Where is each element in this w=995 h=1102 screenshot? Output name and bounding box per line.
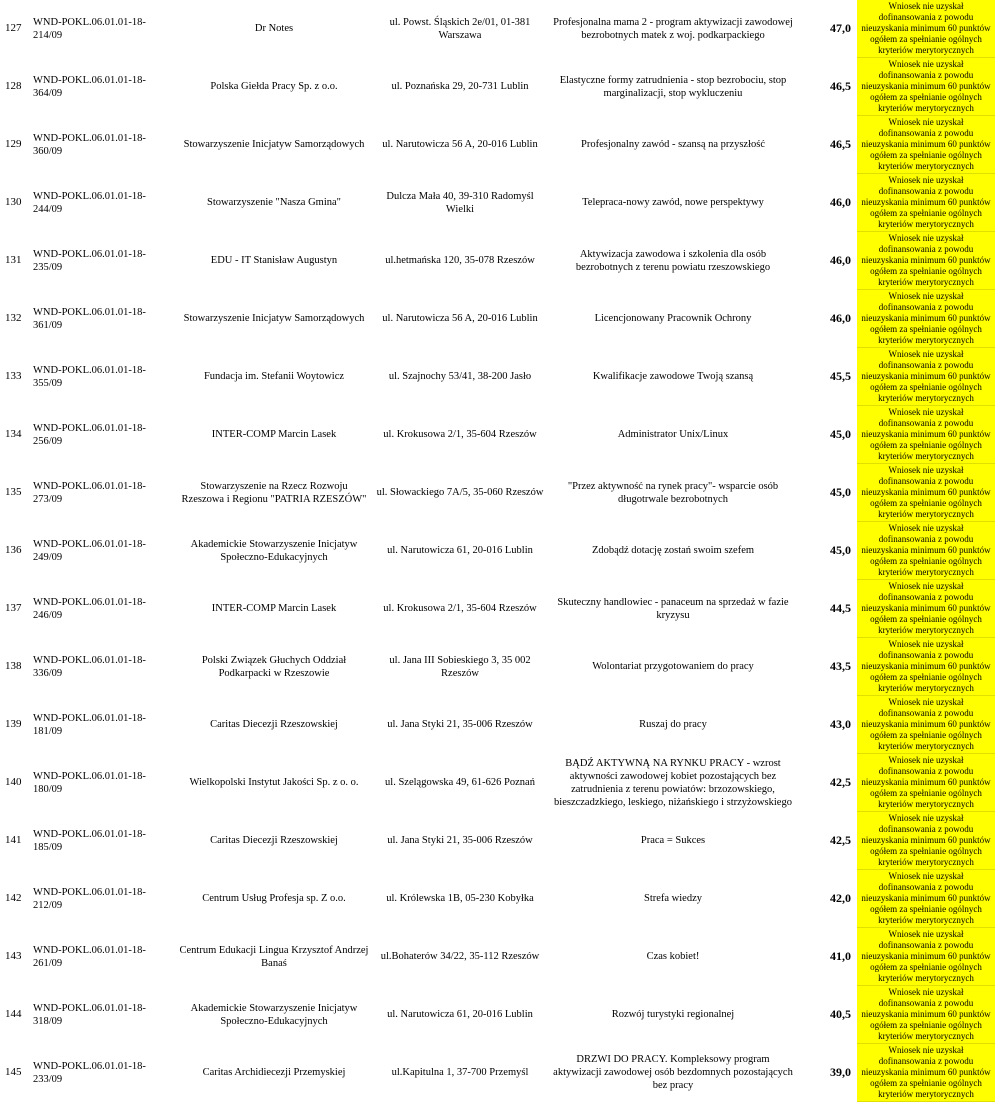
row-number: 131 [5,254,22,266]
rejection-note: Wniosek nie uzyskał dofinansowania z powodu nieuzyskania minimum 60 punktów ogółem za spełnianie ogólnych kryteriów merytorycznych [857,522,995,580]
project-title: Administrator Unix/Linux [617,429,729,440]
project-title: Skuteczny handlowiec - panaceum na sprzedaż w fazie kryzysu [557,596,789,621]
rejection-note: Wniosek nie uzyskał dofinansowania z powodu nieuzyskania minimum 60 punktów ogółem za spełnianie ogólnych kryteriów merytorycznych [857,928,995,986]
table-row [0,638,995,696]
organization-name: INTER-COMP Marcin Lasek [211,603,337,614]
table-row [0,174,995,232]
organization-address: ul.hetmańska 120, 35-078 Rzeszów [385,255,535,266]
organization-address: ul. Jana Styki 21, 35-006 Rzeszów [387,835,533,846]
project-title: Aktywizacja zawodowa i szkolenia dla osób bezrobotnych z terenu powiatu rzeszowskiego [575,248,771,273]
row-number: 142 [5,892,22,904]
organization-address: ul. Narutowicza 61, 20-016 Lublin [387,1009,533,1020]
project-title: BĄDŹ AKTYWNĄ NA RYNKU PRACY - wzrost aktywności zawodowej kobiet pozostających bez zatrudnienia z terenu powiatów: brzozowskiego, bieszczadzkiego, leskiego, niżańskiego i strzyżowskiego [554,757,792,808]
row-number: 140 [5,776,22,788]
score: 46,5 [830,137,851,151]
project-title: Strefa wiedzy [643,893,703,904]
organization-address: ul. Powst. Śląskich 2e/01, 01-381 Warszawa [389,16,531,41]
score: 46,0 [830,253,851,267]
rejection-note: Wniosek nie uzyskał dofinansowania z powodu nieuzyskania minimum 60 punktów ogółem za spełnianie ogólnych kryteriów merytorycznych [857,406,995,464]
organization-name: INTER-COMP Marcin Lasek [211,429,337,440]
project-title: Zdobądź dotację zostań swoim szefem [591,545,755,556]
rejection-note: Wniosek nie uzyskał dofinansowania z powodu nieuzyskania minimum 60 punktów ogółem za spełnianie ogólnych kryteriów merytorycznych [857,754,995,812]
organization-name: Stowarzyszenie Inicjatyw Samorządowych [183,139,365,150]
project-title: Wolontariat przygotowaniem do pracy [592,661,754,672]
table-row [0,0,995,58]
rejection-note: Wniosek nie uzyskał dofinansowania z powodu nieuzyskania minimum 60 punktów ogółem za spełnianie ogólnych kryteriów merytorycznych [857,696,995,754]
organization-name: Akademickie Stowarzyszenie Inicjatyw Społeczno-Edukacyjnych [190,538,358,563]
score: 47,0 [830,21,851,36]
application-id: WND-POKL.06.01.01-18-360/09 [33,132,146,157]
row-number: 137 [5,602,22,614]
application-id: WND-POKL.06.01.01-18-318/09 [33,1002,146,1027]
application-id: WND-POKL.06.01.01-18-246/09 [33,596,146,621]
project-title: Czas kobiet! [646,951,700,962]
organization-address: ul.Kapitulna 1, 37-700 Przemyśl [391,1067,529,1078]
organization-name: Centrum Usług Profesja sp. Z o.o. [202,893,346,904]
rejection-note: Wniosek nie uzyskał dofinansowania z powodu nieuzyskania minimum 60 punktów ogółem za spełnianie ogólnych kryteriów merytorycznych [857,464,995,522]
application-id: WND-POKL.06.01.01-18-273/09 [33,480,146,505]
rejection-note: Wniosek nie uzyskał dofinansowania z powodu nieuzyskania minimum 60 punktów ogółem za spełnianie ogólnych kryteriów merytorycznych [857,1044,995,1102]
table-row [0,290,995,348]
score: 43,0 [830,717,851,731]
application-id: WND-POKL.06.01.01-18-212/09 [33,886,146,911]
application-id: WND-POKL.06.01.01-18-235/09 [33,248,146,273]
organization-name: Polski Związek Głuchych Oddział Podkarpacki w Rzeszowie [201,654,347,679]
organization-address: ul. Szajnochy 53/41, 38-200 Jasło [388,371,532,382]
organization-name: Dr Notes [254,23,294,35]
row-number: 144 [5,1008,22,1020]
project-title: Elastyczne formy zatrudnienia - stop bezrobociu, stop marginalizacji, stop wykluczeniu [559,74,787,99]
rejection-note: Wniosek nie uzyskał dofinansowania z powodu nieuzyskania minimum 60 punktów ogółem za spełnianie ogólnych kryteriów merytorycznych [857,290,995,348]
row-number: 130 [5,196,22,208]
organization-name: EDU - IT Stanisław Augustyn [210,255,338,266]
application-id: WND-POKL.06.01.01-18-256/09 [33,422,146,447]
organization-address: ul. Słowackiego 7A/5, 35-060 Rzeszów [376,487,544,498]
organization-address: ul.Bohaterów 34/22, 35-112 Rzeszów [380,951,540,962]
project-title: Telepraca-nowy zawód, nowe perspektywy [582,197,764,208]
application-id: WND-POKL.06.01.01-18-214/09 [33,16,146,41]
table-row [0,928,995,986]
score: 46,0 [830,195,851,209]
table-row [0,348,995,406]
row-number: 136 [5,544,22,556]
row-number: 133 [5,370,22,382]
project-title: DRZWI DO PRACY. Kompleksowy program aktywizacji zawodowej osób bezdomnych pozostających bez pracy [553,1054,793,1091]
project-title: Ruszaj do pracy [639,719,707,730]
score: 40,5 [830,1007,851,1021]
project-title: Profesjonalna mama 2 - program aktywizacji zawodowej bezrobotnych matek z woj. podkarpackiego [553,16,793,41]
row-number: 128 [5,80,22,92]
organization-name: Fundacja im. Stefanii Woytowicz [203,371,345,382]
project-title: Rozwój turystyki regionalnej [611,1009,735,1020]
score: 46,0 [830,311,851,325]
organization-address: ul. Królewska 1B, 05-230 Kobyłka [386,893,534,904]
row-number: 132 [5,312,22,324]
application-id: WND-POKL.06.01.01-18-244/09 [33,190,146,215]
rejection-note: Wniosek nie uzyskał dofinansowania z powodu nieuzyskania minimum 60 punktów ogółem za spełnianie ogólnych kryteriów merytorycznych [857,232,995,290]
rejection-note: Wniosek nie uzyskał dofinansowania z powodu nieuzyskania minimum 60 punktów ogółem za spełnianie ogólnych kryteriów merytorycznych [857,174,995,232]
project-title: Kwalifikacje zawodowe Twoją szansą [592,371,754,382]
score: 45,0 [830,485,851,499]
table-row [0,754,995,812]
project-title: "Przez aktywność na rynek pracy"- wsparcie osób długotrwale bezrobotnych [567,480,779,505]
organization-address: ul. Krokusowa 2/1, 35-604 Rzeszów [383,429,537,440]
row-number: 143 [5,950,22,962]
organization-name: Caritas Diecezji Rzeszowskiej [210,835,338,846]
rejection-note: Wniosek nie uzyskał dofinansowania z powodu nieuzyskania minimum 60 punktów ogółem za spełnianie ogólnych kryteriów merytorycznych [857,580,995,638]
rejection-note: Wniosek nie uzyskał dofinansowania z powodu nieuzyskania minimum 60 punktów ogółem za spełnianie ogólnych kryteriów merytorycznych [857,348,995,406]
organization-name: Polska Giełda Pracy Sp. z o.o. [210,81,338,92]
organization-address: ul. Narutowicza 56 A, 20-016 Lublin [382,313,538,324]
organization-address: ul. Szelągowska 49, 61-626 Poznań [385,777,535,788]
row-number: 134 [5,428,22,440]
application-id: WND-POKL.06.01.01-18-261/09 [33,944,146,969]
rejection-note: Wniosek nie uzyskał dofinansowania z powodu nieuzyskania minimum 60 punktów ogółem za spełnianie ogólnych kryteriów merytorycznych [857,986,995,1044]
score: 44,5 [830,601,851,615]
organization-address: ul. Narutowicza 61, 20-016 Lublin [387,545,533,556]
application-id: WND-POKL.06.01.01-18-233/09 [33,1060,146,1085]
organization-address: Dulcza Mała 40, 39-310 Radomyśl Wielki [386,190,534,215]
project-title: Profesjonalny zawód - szansą na przyszłość [581,139,765,150]
organization-address: ul. Narutowicza 56 A, 20-016 Lublin [382,139,538,150]
score: 42,0 [830,891,851,905]
score: 41,0 [830,949,851,963]
row-number: 138 [5,660,22,672]
organization-address: ul. Poznańska 29, 20-731 Lublin [391,81,529,92]
application-id: WND-POKL.06.01.01-18-185/09 [33,828,146,853]
application-id: WND-POKL.06.01.01-18-180/09 [33,770,146,795]
score: 42,5 [830,775,851,789]
table-row [0,986,995,1044]
organization-name: Centrum Edukacji Lingua Krzysztof Andrzej Banaś [179,944,369,969]
application-id: WND-POKL.06.01.01-18-181/09 [33,712,146,737]
rejection-note: Wniosek nie uzyskał dofinansowania z powodu nieuzyskania minimum 60 punktów ogółem za spełnianie ogólnych kryteriów merytorycznych [857,116,995,174]
application-id: WND-POKL.06.01.01-18-336/09 [33,654,146,679]
rejection-note: Wniosek nie uzyskał dofinansowania z powodu nieuzyskania minimum 60 punktów ogółem za spełnianie ogólnych kryteriów merytorycznych [857,0,995,58]
project-title: Praca = Sukces [640,835,706,846]
organization-name: Caritas Archidiecezji Przemyskiej [202,1067,346,1078]
organization-name: Akademickie Stowarzyszenie Inicjatyw Społeczno-Edukacyjnych [190,1002,358,1027]
organization-name: Wielkopolski Instytut Jakości Sp. z o. o. [189,777,359,788]
table-row [0,580,995,638]
application-id: WND-POKL.06.01.01-18-361/09 [33,306,146,331]
rejection-note: Wniosek nie uzyskał dofinansowania z powodu nieuzyskania minimum 60 punktów ogółem za spełnianie ogólnych kryteriów merytorycznych [857,812,995,870]
organization-name: Stowarzyszenie "Nasza Gmina" [207,197,341,208]
table-row [0,58,995,116]
organization-address: ul. Krokusowa 2/1, 35-604 Rzeszów [383,603,537,614]
organization-address: ul. Jana Styki 21, 35-006 Rzeszów [387,719,533,730]
rejection-note: Wniosek nie uzyskał dofinansowania z powodu nieuzyskania minimum 60 punktów ogółem za spełnianie ogólnych kryteriów merytorycznych [857,870,995,928]
table-row [0,696,995,754]
row-number: 127 [5,22,22,35]
table-row [0,870,995,928]
score: 46,5 [830,79,851,93]
table-row [0,1044,995,1102]
score: 43,5 [830,659,851,673]
row-number: 141 [5,834,22,846]
row-number: 139 [5,718,22,730]
organization-address: ul. Jana III Sobieskiego 3, 35 002 Rzeszów [389,654,531,679]
project-title: Licencjonowany Pracownik Ochrony [594,313,752,324]
table-row [0,232,995,290]
application-id: WND-POKL.06.01.01-18-249/09 [33,538,146,563]
row-number: 135 [5,486,22,498]
row-number: 145 [5,1066,22,1078]
table-row [0,116,995,174]
row-number: 129 [5,138,22,150]
application-id: WND-POKL.06.01.01-18-355/09 [33,364,146,389]
table-row [0,522,995,580]
rejection-note: Wniosek nie uzyskał dofinansowania z powodu nieuzyskania minimum 60 punktów ogółem za spełnianie ogólnych kryteriów merytorycznych [857,58,995,116]
score: 45,5 [830,369,851,383]
score: 39,0 [830,1065,851,1079]
organization-name: Caritas Diecezji Rzeszowskiej [210,719,338,730]
rejection-note: Wniosek nie uzyskał dofinansowania z powodu nieuzyskania minimum 60 punktów ogółem za spełnianie ogólnych kryteriów merytorycznych [857,638,995,696]
table-row [0,406,995,464]
application-id: WND-POKL.06.01.01-18-364/09 [33,74,146,99]
organization-name: Stowarzyszenie Inicjatyw Samorządowych [183,313,365,324]
table-row [0,812,995,870]
table-row [0,464,995,522]
organization-name: Stowarzyszenie na Rzecz Rozwoju Rzeszowa i Regionu "PATRIA RZESZÓW" [181,480,367,505]
score: 45,0 [830,427,851,441]
score: 45,0 [830,543,851,557]
score: 42,5 [830,833,851,847]
